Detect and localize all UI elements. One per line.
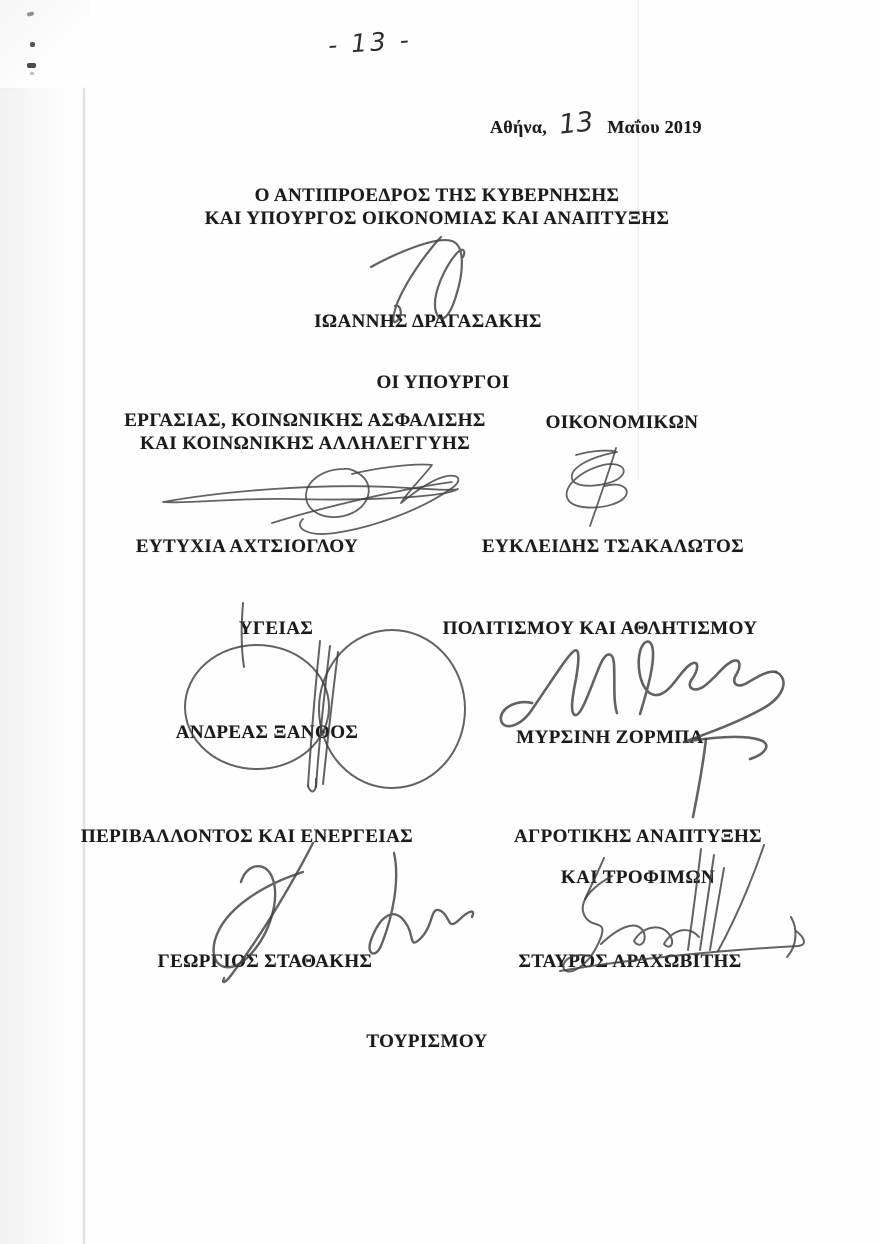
deputy-pm-title <box>97 184 777 230</box>
minister-name-achtsioglou: ΕΥΤΥΧΙΑ ΑΧΤΣΙΟΓΛΟΥ <box>135 536 359 557</box>
minister-name-arachovitis: ΣΤΑΥΡΟΣ ΑΡΑΧΩΒΙΤΗΣ <box>518 951 742 972</box>
handwritten-page-number: - 13 - <box>327 25 413 60</box>
minister-name-tsakalotos: ΕΥΚΛΕΙΔΗΣ ΤΣΑΚΑΛΩΤΟΣ <box>481 536 745 557</box>
ministry-title-culture: ΠΟΛΙΤΙΣΜΟΥ ΚΑΙ ΑΘΛΗΤΙΣΜΟΥ <box>442 618 758 639</box>
signature-achtsioglou <box>163 465 458 534</box>
ministry-title-finance: ΟΙΚΟΝΟΜΙΚΩΝ <box>545 412 699 433</box>
ministers-heading: ΟΙ ΥΠΟΥΡΓΟΙ <box>376 372 510 393</box>
scan-edge-shadow <box>0 88 72 1244</box>
handwritten-day: 13 <box>557 106 595 141</box>
deputy-pm-name: ΙΩΑΝΝΗΣ ΔΡΑΓΑΣΑΚΗΣ <box>314 311 542 332</box>
dateline <box>490 108 702 139</box>
ministry-title-labour-line2: ΚΑΙ ΚΟΙΝΩΝΙΚΗΣ ΑΛΛΗΛΕΓΓΥΗΣ <box>139 433 471 454</box>
ministry-title-agriculture-line1: ΑΓΡΟΤΙΚΗΣ ΑΝΑΠΤΥΞΗΣ <box>514 826 762 847</box>
scan-speck <box>27 63 36 68</box>
scan-speck <box>30 42 35 47</box>
ministry-title-environment: ΠΕΡΙΒΑΛΛΟΝΤΟΣ ΚΑΙ ΕΝΕΡΓΕΙΑΣ <box>80 826 414 847</box>
dateline-month-year: Μαΐου 2019 <box>607 117 702 137</box>
ministry-title-tourism: ΤΟΥΡΙΣΜΟΥ <box>366 1031 488 1052</box>
signature-tsakalotos <box>567 448 627 526</box>
ministry-title-health: ΥΓΕΙΑΣ <box>238 618 314 639</box>
scan-fold-line-left <box>83 88 85 1244</box>
minister-name-stathakis: ΓΕΩΡΓΙΟΣ ΣΤΑΘΑΚΗΣ <box>157 951 373 972</box>
dateline-city: Αθήνα, <box>490 117 548 137</box>
ministry-title-labour-line1: ΕΡΓΑΣΙΑΣ, ΚΟΙΝΩΝΙΚΗΣ ΑΣΦΑΛΙΣΗΣ <box>124 410 486 431</box>
scan-fold-line-right <box>637 0 639 480</box>
scan-corner-shadow <box>0 0 90 90</box>
deputy-pm-title-line2: ΚΑΙ ΥΠΟΥΡΓΟΣ ΟΙΚΟΝΟΜΙΑΣ ΚΑΙ ΑΝΑΠΤΥΞΗΣ <box>204 208 670 229</box>
scan-speck <box>30 72 34 75</box>
minister-name-xanthos: ΑΝΔΡΕΑΣ ΞΑΝΘΟΣ <box>175 722 359 743</box>
ministry-title-agriculture-line2: ΚΑΙ ΤΡΟΦΙΜΩΝ <box>560 867 716 888</box>
deputy-pm-title-line1: Ο ΑΝΤΙΠΡΟΕΔΡΟΣ ΤΗΣ ΚΥΒΕΡΝΗΣΗΣ <box>254 185 620 206</box>
minister-name-zorba: ΜΥΡΣΙΝΗ ΖΟΡΜΠΑ <box>516 727 704 748</box>
ministry-title-labour <box>105 409 505 455</box>
